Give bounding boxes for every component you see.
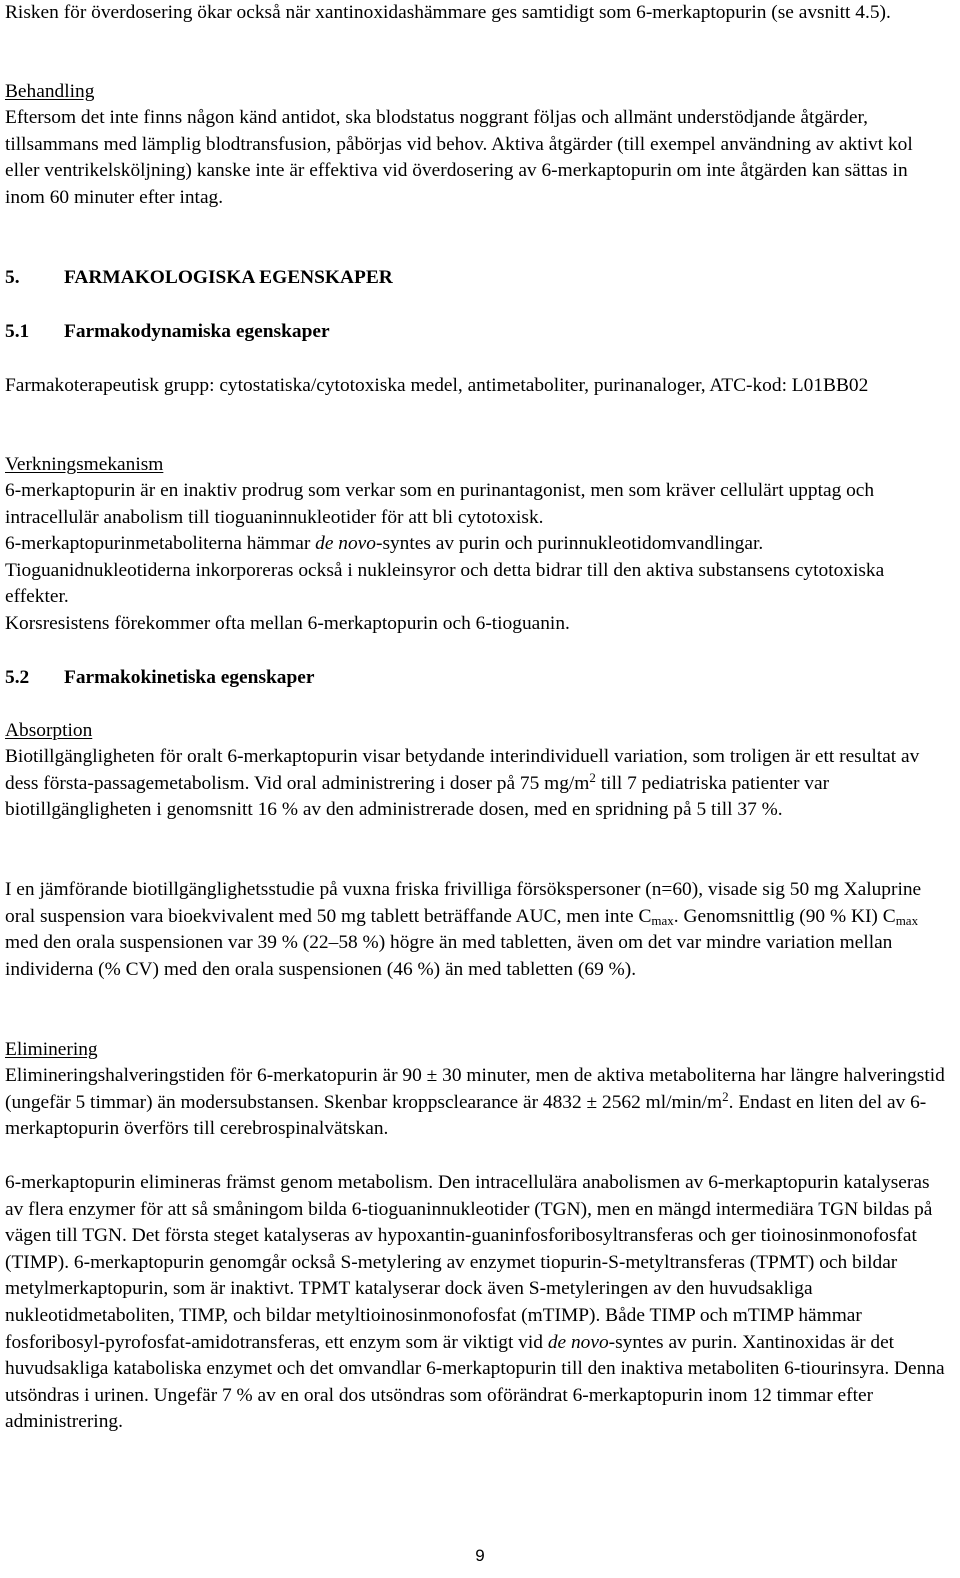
section-5-1-title: Farmakodynamiska egenskaper (64, 321, 330, 342)
section-5-1-heading (5, 319, 330, 346)
absorption-paragraph-2: I en jämförande biotillgänglighetsstudie på vuxna friska frivilliga försökspersoner (n=60), visade sig 50 mg Xaluprine oral suspension vara bioekvivalent med 50 mg tablett beträffande AUC, men inte $C_{max}$. Genomsnittlig (90 % KI) $C_{max}$ med den orala suspensionen var 39 % (22–58 %) högre än med tabletten, även om det var mindre variation mellan individerna (% CV) med den orala suspensionen (46 %) än med tabletten (69 %). (5, 879, 922, 980)
behandling-paragraph: Eftersom det inte finns någon känd antidot, ska blodstatus noggrant följas och allmänt understödjande åtgärder, tillsammans med lämplig blodtransfusion, påbörjas vid behov. Aktiva åtgärder (till exempel användning av aktivt kol eller ventrikelsköljning) kanske inte är effektiva vid överdosering av 6-merkaptopurin om inte åtgärden kan sättas in inom 60 minuter efter intag. (5, 107, 913, 208)
elimination-paragraph-1: Elimineringshalveringstiden för 6-merkatopurin är 90 ± 30 minuter, men de aktiva metaboliterna har längre halveringstid (ungefär 5 timmar) än modersubstansen. Skenbar kroppsclearance är 4832 ± 2562 $ml/\min/m^2$. Endast en liten del av 6-merkaptopurin överförs till cerebrospinalvätskan. (5, 1065, 945, 1140)
section-5-2-heading (5, 665, 314, 692)
mechanism-heading: Verkningsmekanism (5, 454, 164, 475)
pharmacotherapeutic-group: Farmakoterapeutisk grupp: cytostatiska/cytotoxiska medel, antimetaboliter, purinanaloger, ATC-kod: L01BB02 (5, 375, 869, 396)
behandling-heading: Behandling (5, 81, 95, 102)
intro-paragraph: Risken för överdosering ökar också när xantinoxidashämmare ges samtidigt som 6-merkaptopurin (se avsnitt 4.5). (5, 2, 891, 23)
mechanism-paragraph-3: Tioguanidnukleotiderna inkorporeras också i nukleinsyror och detta bidrar till den aktiva substansens cytotoxiska effekter. (5, 559, 885, 608)
mechanism-block (5, 478, 950, 638)
absorption-heading: Absorption (5, 720, 93, 741)
elimination-paragraph-2: 6-merkaptopurin elimineras främst genom metabolism. Den intracellulära anabolismen av 6-merkaptopurin katalyseras av flera enzymer för att så småningom bilda 6-tioguaninnukleotider (TGN), men en mängd intermediära TGN bildas på vägen till TGN. Det första steget katalyseras av hypoxantin-guaninfosforibosyltransferas och ger tioinosinmonofosfat (TIMP). 6-merkaptopurin genomgår också S-metylering av enzymet tiopurin-S-metyltransferas (TPMT) och bildar metylmerkaptopurin, som är inaktivt. TPMT katalyserar dock även S-metyleringen av den huvudsakliga nukleotidmetaboliten, TIMP, och bildar metyltioinosinmonofosfat (mTIMP). Både TIMP och mTIMP hämmar fosforibosyl-pyrofosfat-amidotransferas, ett enzym som är viktigt vid de novo-syntes av purin. Xantinoxidas är det huvudsakliga kataboliska enzymet och det omvandlar 6-merkaptopurin till den inaktiva metaboliten 6-tiourinsyra. Denna utsöndras i urinen. Ungefär 7 % av en oral dos utsöndras som oförändrat 6-merkaptopurin inom 12 timmar efter administrering. (5, 1172, 945, 1433)
section-5-2-title: Farmakokinetiska egenskaper (64, 667, 315, 688)
section-5-number: 5. (5, 267, 20, 288)
page-number: 9 (475, 1546, 485, 1565)
mechanism-paragraph-1: 6-merkaptopurin är en inaktiv prodrug som verkar som en purinantagonist, men som kräver cellulärt upptag och intracellulär anabolism till tioguaninnukleotider för att bli cytotoxisk. (5, 480, 875, 528)
section-5-heading (5, 265, 393, 292)
section-5-2-number: 5.2 (5, 667, 30, 688)
elimination-heading: Eliminering (5, 1039, 98, 1060)
section-5-title: FARMAKOLOGISKA EGENSKAPER (64, 267, 393, 288)
section-5-1-number: 5.1 (5, 321, 30, 342)
mechanism-paragraph-4: Korsresistens förekommer ofta mellan 6-merkaptopurin och 6-tioguanin. (5, 612, 570, 634)
absorption-paragraph-1: Biotillgängligheten för oralt 6-merkaptopurin visar betydande interindividuell variation, som troligen är ett resultat av dess första-passagemetabolism. Vid oral administrering i doser på 75 $mg/m^2$ till 7 pediatriska patienter var biotillgängligheten i genomsnitt 16 % av den administrerade dosen, med en spridning på 5 till 37 %. (5, 746, 920, 821)
mechanism-paragraph-2: 6-merkaptopurinmetaboliterna hämmar de novo-syntes av purin och purinnukleotidomvandlingar. (5, 533, 764, 555)
